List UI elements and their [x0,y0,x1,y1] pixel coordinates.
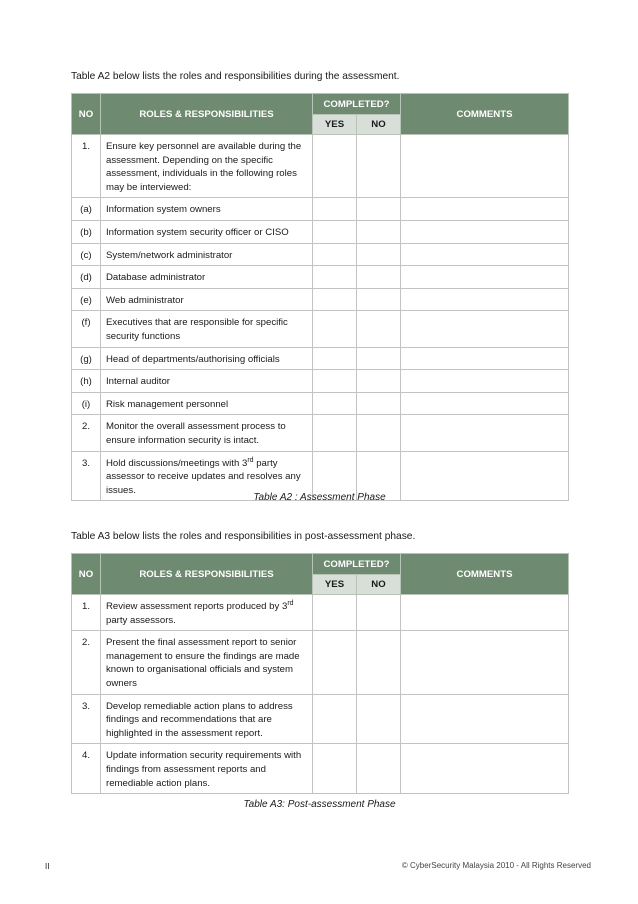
caption-a3: Table A3: Post-assessment Phase [243,799,396,810]
row-number: (a) [72,198,101,221]
row-text: Risk management personnel [101,392,313,415]
header-no: NO [72,94,101,135]
row-number: (h) [72,370,101,393]
row-number: (f) [72,311,101,347]
yes-cell[interactable] [313,220,357,243]
row-number: 3. [72,451,101,501]
intro-a3: Table A3 below lists the roles and responsibilities in post-assessment phase. [71,531,416,542]
row-text: Executives that are responsible for specific security functions [101,311,313,347]
no-cell[interactable] [357,135,401,198]
comments-cell[interactable] [401,198,569,221]
no-cell[interactable] [357,631,401,694]
no-cell[interactable] [357,288,401,311]
comments-cell[interactable] [401,744,569,794]
no-cell[interactable] [357,415,401,451]
ordinal-suffix: rd [287,600,294,607]
ordinal-suffix: rd [247,456,254,464]
row-text: System/network administrator [101,243,313,266]
no-cell[interactable] [357,392,401,415]
yes-cell[interactable] [313,288,357,311]
table-row [72,311,569,347]
no-cell[interactable] [357,744,401,794]
comments-cell[interactable] [401,135,569,198]
yes-cell[interactable] [313,595,357,631]
row-number: (e) [72,288,101,311]
table-row [72,347,569,370]
comments-cell[interactable] [401,631,569,694]
row-text: Information system owners [101,198,313,221]
table-row [72,370,569,393]
row-number: (c) [72,243,101,266]
table-row [72,288,569,311]
header-no-col: NO [357,575,401,595]
header-completed: COMPLETED? [313,94,401,115]
comments-cell[interactable] [401,311,569,347]
yes-cell[interactable] [313,266,357,289]
comments-cell[interactable] [401,694,569,744]
row-number: (i) [72,392,101,415]
caption-a2: Table A2 : Assessment Phase [253,492,386,503]
table-row [72,266,569,289]
header-roles: ROLES & RESPONSIBILITIES [101,554,313,595]
no-cell[interactable] [357,266,401,289]
no-cell[interactable] [357,370,401,393]
comments-cell[interactable] [401,347,569,370]
intro-a2: Table A2 below lists the roles and responsibilities during the assessment. [71,71,400,82]
table-row [72,631,569,694]
table-row [72,198,569,221]
no-cell[interactable] [357,243,401,266]
row-text-after: party assessors. [106,614,176,626]
row-number: 2. [72,631,101,694]
page-number: II [45,862,50,871]
table-row [72,220,569,243]
yes-cell[interactable] [313,744,357,794]
row-text-before: Review assessment reports produced by 3 [106,601,288,612]
row-number: 4. [72,744,101,794]
header-yes: YES [313,115,357,135]
no-cell[interactable] [357,694,401,744]
copyright: © CyberSecurity Malaysia 2010 - All Rights Reserved [401,861,591,870]
row-text: Monitor the overall assessment process to ensure information security is intact. [101,415,313,451]
header-roles: ROLES & RESPONSIBILITIES [101,94,313,135]
row-number: 2. [72,415,101,451]
row-text-after: party assessor to receive updates and resolves any issues. [106,457,301,496]
no-cell[interactable] [357,595,401,631]
row-text: Web administrator [101,288,313,311]
yes-cell[interactable] [313,370,357,393]
yes-cell[interactable] [313,135,357,198]
table-row [72,135,569,198]
yes-cell[interactable] [313,631,357,694]
header-yes: YES [313,575,357,595]
table-a3 [71,553,569,794]
comments-cell[interactable] [401,220,569,243]
yes-cell[interactable] [313,243,357,266]
table-row [72,595,569,631]
comments-cell[interactable] [401,415,569,451]
comments-cell[interactable] [401,595,569,631]
yes-cell[interactable] [313,392,357,415]
table-row [72,744,569,794]
table-row [72,243,569,266]
yes-cell[interactable] [313,694,357,744]
comments-cell[interactable] [401,370,569,393]
row-text: Present the final assessment report to senior management to ensure the findings are made known to organisational officials and system owners [101,631,313,694]
no-cell[interactable] [357,311,401,347]
row-text: Develop remediable action plans to address findings and recommendations that are highlighted in the assessment report. [101,694,313,744]
row-number: (g) [72,347,101,370]
comments-cell[interactable] [401,288,569,311]
row-text [101,595,313,631]
row-number: (d) [72,266,101,289]
comments-cell[interactable] [401,266,569,289]
row-text: Ensure key personnel are available during the assessment. Depending on the specific assessment, individuals in the following roles may be interviewed: [101,135,313,198]
table-row [72,392,569,415]
header-comments: COMMENTS [401,554,569,595]
comments-cell[interactable] [401,243,569,266]
comments-cell[interactable] [401,392,569,415]
header-no: NO [72,554,101,595]
row-text: Head of departments/authorising officials [101,347,313,370]
row-text: Information system security officer or CISO [101,220,313,243]
no-cell[interactable] [357,347,401,370]
row-number: 3. [72,694,101,744]
row-text: Update information security requirements with findings from assessment reports and remediable action plans. [101,744,313,794]
row-text-before: Hold discussions/meetings with 3 [106,457,248,469]
header-no-col: NO [357,115,401,135]
table-row [72,415,569,451]
row-number: (b) [72,220,101,243]
no-cell[interactable] [357,220,401,243]
row-number: 1. [72,595,101,631]
yes-cell[interactable] [313,311,357,347]
table-row [72,694,569,744]
row-text: Internal auditor [101,370,313,393]
yes-cell[interactable] [313,347,357,370]
header-comments: COMMENTS [401,94,569,135]
yes-cell[interactable] [313,198,357,221]
yes-cell[interactable] [313,415,357,451]
table-a2 [71,93,569,501]
header-completed: COMPLETED? [313,554,401,575]
no-cell[interactable] [357,198,401,221]
row-text: Database administrator [101,266,313,289]
row-number: 1. [72,135,101,198]
